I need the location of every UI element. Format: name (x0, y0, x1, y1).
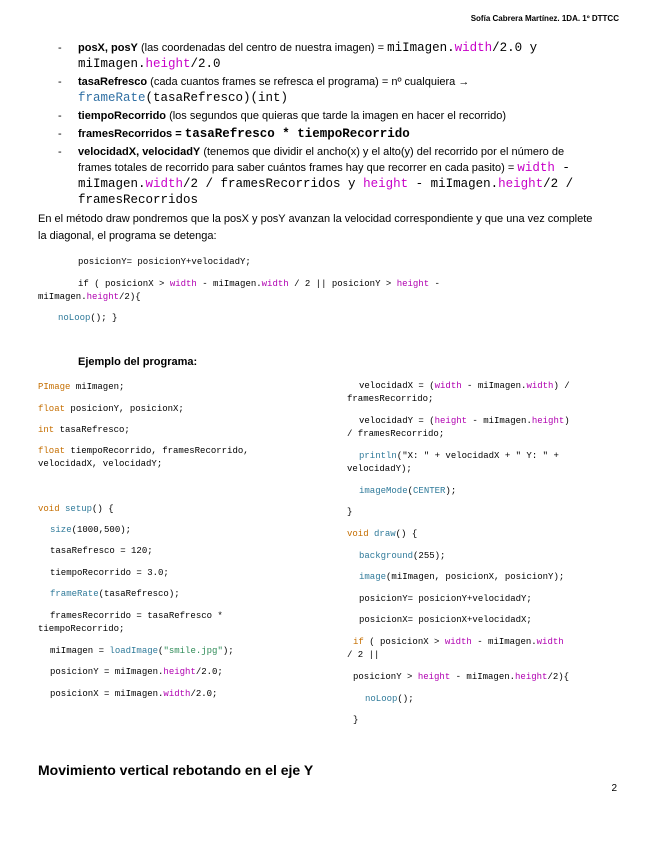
page-number: 2 (611, 783, 617, 794)
code-line: posicionY= posicionY+velocidadY; (359, 594, 532, 604)
list-item: - tiempoRecorrido (los segundos que quieras que tarde la imagen en hacer el recorrido) (58, 110, 506, 122)
code-line: tiempoRecorrido = 3.0; (50, 568, 169, 578)
code-line: velocidadY = (height - miImagen.height) (359, 416, 570, 426)
header-author: Sofía Cabrera Martínez. 1DA. 1º DTTCC (470, 14, 619, 23)
list-item: - tasaRefresco (cada cuantos frames se refresca el programa) = nº cualquiera → frameRate(tasaRefresco)(int) (58, 76, 470, 105)
code-line: framesRecorrido = tasaRefresco * (50, 611, 223, 621)
code-line: if ( posicionX > width - miImagen.width (353, 637, 564, 647)
code-line: void draw() { (347, 529, 418, 539)
code-line: image(miImagen, posicionX, posicionY); (359, 572, 565, 582)
code-line: posicionX= posicionX+velocidadX; (359, 615, 532, 625)
code-line: / framesRecorrido; (347, 429, 445, 439)
code-line: miImagen = loadImage("smile.jpg"); (50, 646, 234, 656)
code-line: } (353, 715, 359, 725)
code-line: float tiempoRecorrido, framesRecorrido, (38, 446, 249, 456)
code-line: void setup() { (38, 504, 114, 514)
code-line: size(1000,500); (50, 525, 132, 535)
code-line: if ( posicionX > width - miImagen.width / 2 || posicionY > height - (78, 279, 440, 289)
code-line: imageMode(CENTER); (359, 486, 457, 496)
code-line: noLoop(); } (58, 313, 118, 323)
code-line: tasaRefresco = 120; (50, 546, 153, 556)
section-heading: Movimiento vertical rebotando en el eje Y (38, 762, 314, 778)
code-line: posicionY = miImagen.height/2.0; (50, 667, 223, 677)
code-line: miImagen.height/2){ (38, 292, 141, 302)
code-line: background(255); (359, 551, 446, 561)
list-item: - framesRecorridos = tasaRefresco * tiempoRecorrido (58, 127, 410, 141)
example-title: Ejemplo del programa: (78, 356, 198, 368)
code-line: PImage miImagen; (38, 382, 125, 392)
code-line: } (347, 507, 353, 517)
code-line: / 2 || (347, 650, 380, 660)
code-line: float posicionY, posicionX; (38, 404, 184, 414)
code-line: framesRecorrido; (347, 394, 434, 404)
draw-method-paragraph: En el método draw pondremos que la posX y posY avanzan la velocidad correspondiente y que una vez complete la diagonal, el programa se detenga: (38, 213, 593, 242)
code-line: tiempoRecorrido; (38, 624, 125, 634)
definitions-list (58, 40, 598, 208)
code-line: velocidadX = (width - miImagen.width) / (359, 381, 570, 391)
code-line: posicionX = miImagen.width/2.0; (50, 689, 218, 699)
code-line: noLoop(); (365, 694, 414, 704)
code-line: velocidadX, velocidadY; (38, 459, 163, 469)
code-line: posicionY > height - miImagen.height/2){ (353, 672, 570, 682)
code-line: int tasaRefresco; (38, 425, 130, 435)
list-item: - posX, posY (las coordenadas del centro de nuestra imagen) = miImagen.width/2.0 y miImagen.height/2.0 (58, 41, 538, 71)
code-line: velocidadY); (347, 464, 412, 474)
code-line: posicionY= posicionY+velocidadY; (78, 257, 251, 267)
code-line: frameRate(tasaRefresco); (50, 589, 180, 599)
code-line: println("X: " + velocidadX + " Y: " + (359, 451, 559, 461)
list-item: - velocidadX, velocidadY (tenemos que dividir el ancho(x) y el alto(y) del recorrido por el número de frames totales de recorrido para saber cuántos frames hay que recorrer en cada pasito) = width - miImagen.width/2 / framesRecorridos y height - miImagen.height/2 / framesRecorridos (58, 146, 574, 207)
